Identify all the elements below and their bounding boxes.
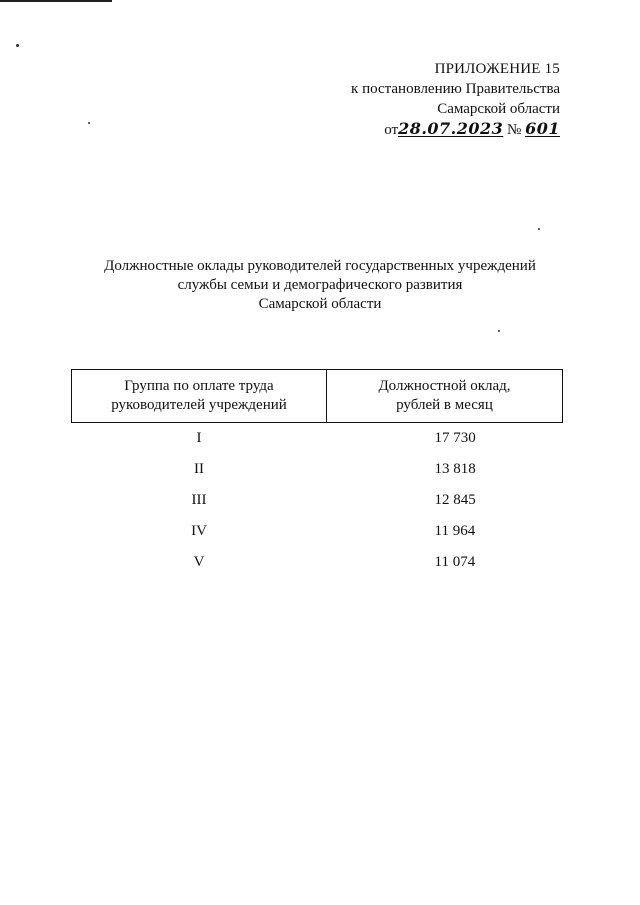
table-row <box>72 547 563 578</box>
header-group-line1: Группа по оплате труда <box>124 378 274 394</box>
handwritten-date: 28.07.2023 <box>398 119 504 138</box>
table-header-row <box>72 370 563 423</box>
date-prefix: от <box>384 122 399 138</box>
appendix-title: ПРИЛОЖЕНИЕ 15 <box>434 61 560 77</box>
group-cell: III <box>191 492 207 508</box>
number-sign: № <box>507 122 522 138</box>
scan-speck <box>88 122 90 124</box>
scan-speck <box>16 44 19 47</box>
date-number-line <box>351 119 560 140</box>
salary-cell: 13 818 <box>434 461 476 477</box>
scan-edge-line <box>0 0 112 2</box>
table-row <box>72 423 563 455</box>
region-name: Самарской области <box>437 101 560 117</box>
handwritten-number: 601 <box>525 119 560 138</box>
salary-cell: 12 845 <box>434 492 476 508</box>
salary-cell: 17 730 <box>434 430 476 446</box>
header-group-line2: руководителей учреждений <box>111 397 287 413</box>
salary-cell: 11 074 <box>434 554 476 570</box>
title-line-2: службы семьи и демографического развития <box>177 277 463 293</box>
header-group <box>72 370 327 423</box>
table-row <box>72 454 563 485</box>
header-salary-line2: рублей в месяц <box>396 397 493 413</box>
scan-speck <box>538 228 540 230</box>
group-cell: V <box>193 554 205 570</box>
header-salary-line1: Должностной оклад, <box>378 378 511 394</box>
salary-cell: 11 964 <box>434 523 476 539</box>
table-row <box>72 516 563 547</box>
salary-table <box>71 369 563 578</box>
table-row <box>72 485 563 516</box>
decree-reference: к постановлению Правительства <box>351 81 560 97</box>
group-cell: I <box>196 430 202 446</box>
document-title <box>60 257 580 314</box>
group-cell: II <box>194 461 204 477</box>
title-line-3: Самарской области <box>258 296 382 312</box>
approval-block <box>351 59 560 140</box>
scan-speck <box>498 330 500 332</box>
group-cell: IV <box>191 523 207 539</box>
title-line-1: Должностные оклады руководителей государственных учреждений <box>104 258 536 274</box>
header-salary <box>327 370 563 423</box>
